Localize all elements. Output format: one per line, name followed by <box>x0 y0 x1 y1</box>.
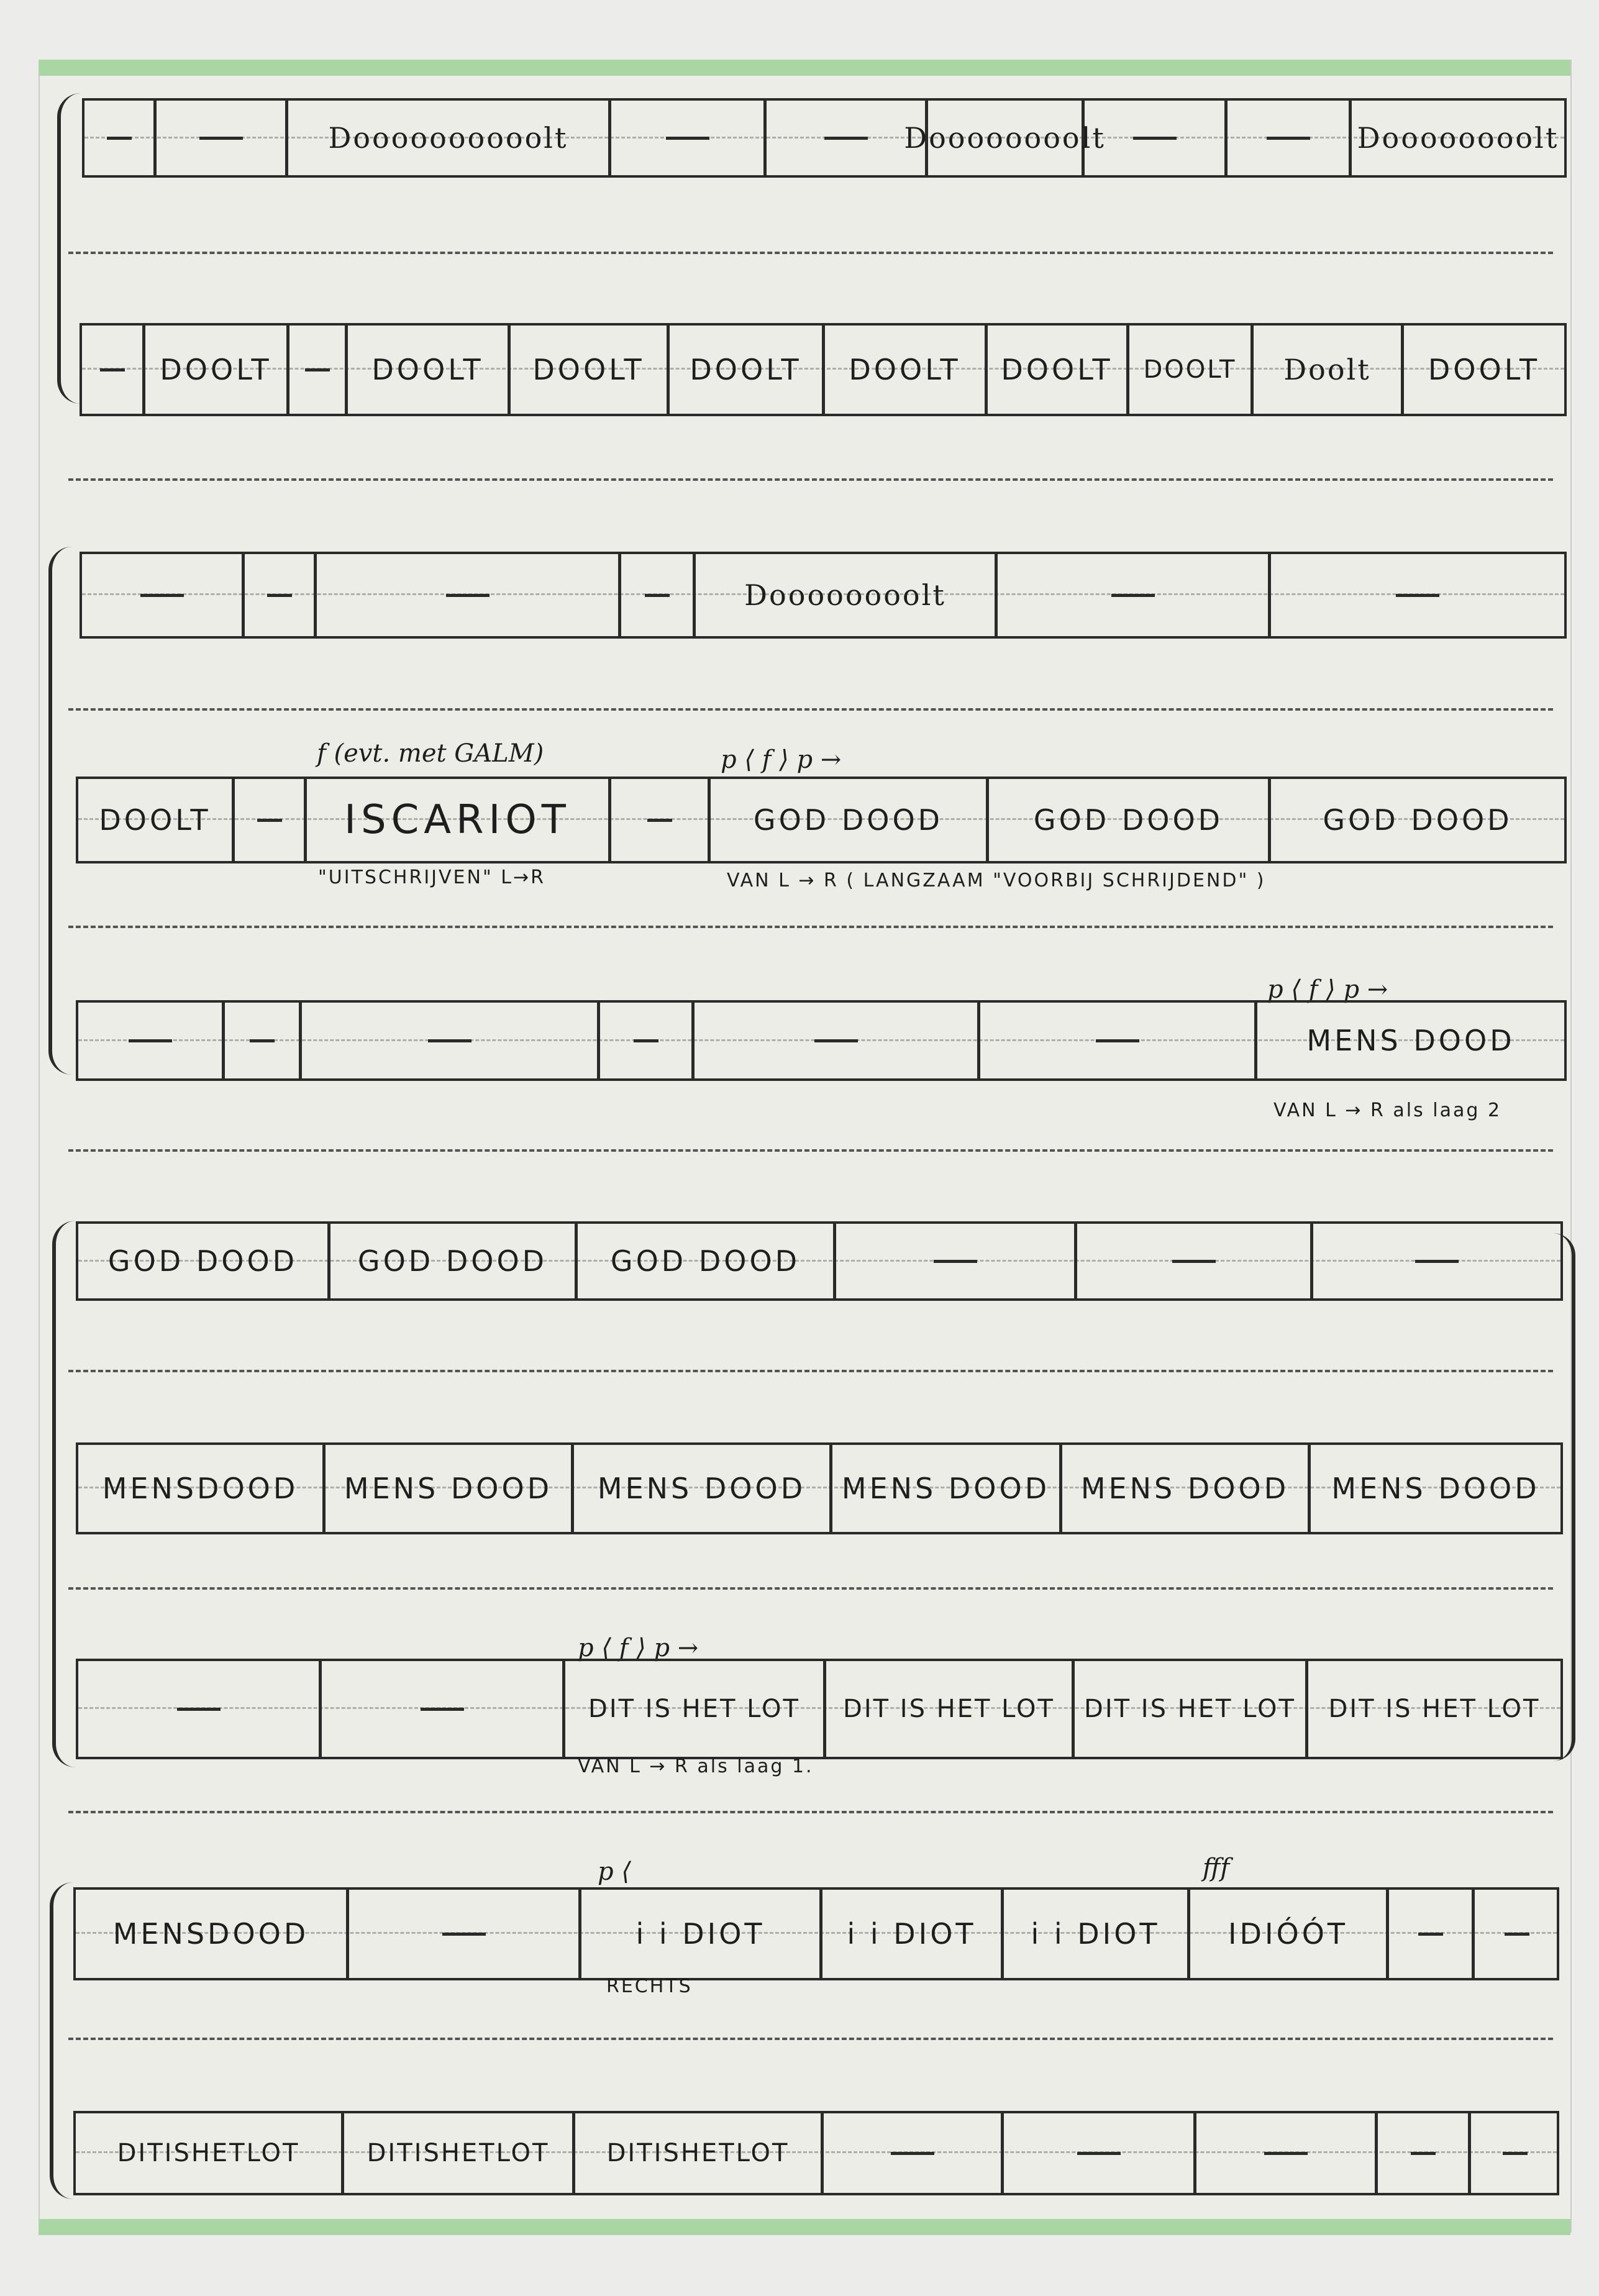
dashed-line <box>68 1811 1553 1813</box>
rest-cell <box>302 1003 600 1078</box>
rest-cell <box>695 1003 980 1078</box>
text-cell: GOD DOOD <box>78 1224 330 1298</box>
text-cell: MENS DOOD <box>574 1445 832 1532</box>
text-cell: MENSDOOD <box>76 1890 349 1978</box>
rest-cell <box>317 554 621 636</box>
bottom-edge-band <box>39 2219 1570 2235</box>
text-cell: GOD DOOD <box>989 779 1271 861</box>
rest-cell <box>621 554 696 636</box>
text-cell: DOOLT <box>1428 353 1541 386</box>
system-4-staff-2 <box>73 2111 1559 2195</box>
rest-cell <box>157 101 288 175</box>
top-edge-band <box>39 60 1570 76</box>
text-cell: i i DIOT <box>822 1890 1004 1978</box>
idioot-cell: IDIÓÓT <box>1190 1890 1389 1978</box>
rest-cell <box>289 326 348 414</box>
idiot-dynamic: p ⟨ <box>598 1857 631 1886</box>
system-1-brace <box>57 93 82 404</box>
dashed-line <box>68 1587 1553 1590</box>
text-cell: DIT IS HET LOT <box>1075 1661 1308 1757</box>
system-2-staff-2 <box>76 777 1567 863</box>
lot-note: VAN L → R als laag 1. <box>578 1756 814 1777</box>
text-cell: DIT IS HET LOT <box>565 1661 826 1757</box>
iscariot-dynamic: f (evt. met GALM) <box>317 739 544 768</box>
text-cell: DOOLT <box>670 326 825 414</box>
text-cell: Doooooooolt <box>928 101 1085 175</box>
text-cell: DIT IS HET LOT <box>1328 1695 1541 1723</box>
system-2-staff-3 <box>76 1000 1567 1081</box>
text-cell: DOOLT <box>348 326 511 414</box>
rest-cell <box>836 1224 1077 1298</box>
idioot-dynamic: fff <box>1203 1854 1230 1882</box>
rest-cell <box>82 326 145 414</box>
text-cell: DITISHETLOT <box>344 2113 575 2193</box>
rest-cell <box>78 1661 322 1757</box>
text-cell: MENSDOOD <box>78 1445 326 1532</box>
rest-cell <box>1389 1890 1475 1978</box>
rest-cell <box>611 779 711 861</box>
god-dood-note: VAN L → R ( LANGZAAM "VOORBIJ SCHRIJDEND" ) <box>727 870 1266 891</box>
rest-cell <box>1196 2113 1378 2193</box>
rest-cell <box>245 554 317 636</box>
rest-cell <box>1271 554 1564 636</box>
rest-cell <box>82 554 245 636</box>
system-3-staff-2 <box>76 1442 1563 1534</box>
text-cell: DITISHETLOT <box>575 2113 824 2193</box>
system-3-brace <box>52 1221 77 1767</box>
text-cell: MENS DOOD <box>1331 1472 1540 1505</box>
text-cell: MENS DOOD <box>1062 1445 1311 1532</box>
system-4-staff-1 <box>73 1887 1559 1980</box>
system-4-brace <box>50 1882 75 2199</box>
text-cell: Doooooooolt <box>696 554 998 636</box>
text-cell: Doooooooolt <box>1357 121 1559 155</box>
rest-cell <box>980 1003 1257 1078</box>
system-1-staff-2 <box>80 323 1567 416</box>
system-1-staff-1 <box>82 98 1567 178</box>
text-cell: Doooooooooolt <box>288 101 611 175</box>
text-cell: DITISHETLOT <box>76 2113 344 2193</box>
text-cell: GOD DOOD <box>578 1224 836 1298</box>
text-cell: i i DIOT <box>1004 1890 1190 1978</box>
rest-cell <box>84 101 157 175</box>
text-cell: MENS DOOD <box>832 1445 1062 1532</box>
dashed-line <box>68 1370 1553 1372</box>
rest-cell <box>1313 1224 1560 1298</box>
system-2-brace <box>48 547 73 1075</box>
system-3-staff-1 <box>76 1221 1563 1301</box>
dashed-line <box>68 926 1553 928</box>
rest-cell <box>600 1003 695 1078</box>
rest-cell <box>322 1661 565 1757</box>
dashed-line <box>68 2038 1553 2040</box>
rest-cell <box>611 101 767 175</box>
lot-dynamic: p ⟨ f ⟩ p → <box>578 1634 699 1662</box>
text-cell: GOD DOOD <box>1323 803 1513 837</box>
rest-cell <box>824 2113 1004 2193</box>
text-cell: DOOLT <box>78 779 235 861</box>
iscariot-cell: ISCARIOT <box>307 779 611 861</box>
text-cell: i i DIOT <box>581 1890 822 1978</box>
rest-cell <box>235 779 307 861</box>
text-cell: GOD DOOD <box>711 779 989 861</box>
text-cell: MENS DOOD <box>1306 1024 1515 1057</box>
rest-cell <box>1085 101 1228 175</box>
text-cell: DOOLT <box>145 326 289 414</box>
text-cell: DIT IS HET LOT <box>826 1661 1075 1757</box>
god-dood-dynamic: p ⟨ f ⟩ p → <box>721 745 842 774</box>
text-cell: DOOLT <box>511 326 670 414</box>
mens-dood-dynamic: p ⟨ f ⟩ p → <box>1267 975 1388 1004</box>
idiot-note: RECHTS <box>606 1975 693 1997</box>
rest-cell <box>1471 2113 1559 2193</box>
rest-cell <box>1004 2113 1196 2193</box>
dashed-line <box>68 708 1553 711</box>
rest-cell <box>1475 1890 1559 1978</box>
rest-cell <box>349 1890 581 1978</box>
text-cell: DOOLT <box>1129 326 1254 414</box>
text-cell: MENS DOOD <box>326 1445 574 1532</box>
rest-cell <box>1077 1224 1313 1298</box>
mens-dood-note: VAN L → R als laag 2 <box>1273 1100 1502 1121</box>
iscariot-note: "UITSCHRIJVEN" L→R <box>318 867 545 888</box>
rest-cell <box>78 1003 225 1078</box>
dashed-line <box>68 252 1553 254</box>
dashed-line <box>68 478 1553 481</box>
rest-cell <box>1228 101 1352 175</box>
rest-cell <box>1378 2113 1471 2193</box>
text-cell: GOD DOOD <box>330 1224 578 1298</box>
rest-cell <box>998 554 1271 636</box>
text-cell: DOOLT <box>825 326 988 414</box>
system-2-staff-1 <box>80 552 1567 639</box>
text-cell: Doolt <box>1254 326 1404 414</box>
dashed-line <box>68 1149 1553 1152</box>
rest-cell <box>225 1003 302 1078</box>
text-cell: DOOLT <box>988 326 1129 414</box>
system-3-staff-3 <box>76 1659 1563 1759</box>
